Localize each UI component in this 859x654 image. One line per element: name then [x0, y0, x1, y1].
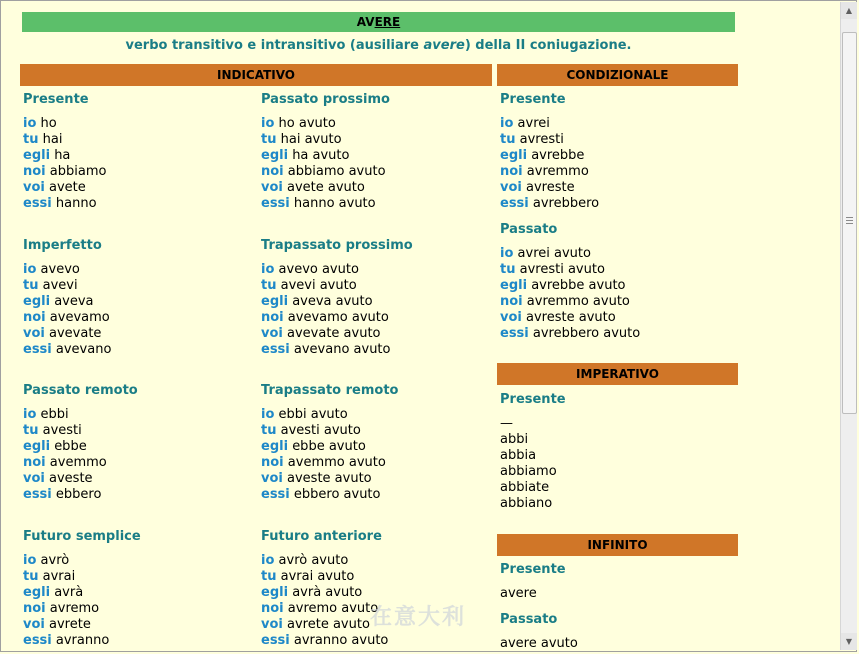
conjugation-row	[261, 407, 386, 423]
section-imperativo: IMPERATIVO	[497, 363, 738, 385]
verb-form: avreste avuto	[526, 310, 616, 325]
conjugation-row	[261, 455, 386, 471]
indicativo-passato-remoto-forms	[23, 407, 107, 503]
conjugation-row	[500, 132, 599, 148]
pronoun: noi	[261, 601, 284, 616]
verb-form: ebbe	[54, 439, 87, 454]
pronoun: tu	[261, 423, 277, 438]
verb-form: hai	[42, 132, 63, 147]
verb-form: ho	[40, 116, 57, 131]
scrollbar-thumb[interactable]	[842, 32, 857, 414]
infinito-presente-value: avere	[500, 586, 537, 601]
verb-form: avremmo	[526, 164, 589, 179]
imperativo-presente-label: Presente	[500, 392, 566, 407]
conjugation-row	[500, 262, 640, 278]
conjugation-row	[261, 196, 386, 212]
pronoun: voi	[261, 471, 283, 486]
verb-form: abbi	[500, 432, 529, 447]
verb-form: avesti	[42, 423, 82, 438]
verb-form: avevamo avuto	[287, 310, 389, 325]
conjugation-row	[23, 407, 107, 423]
section-condizionale: CONDIZIONALE	[497, 64, 738, 86]
condizionale-presente-forms	[500, 116, 599, 212]
verb-form: avrete	[49, 617, 91, 632]
condizionale-passato-forms	[500, 246, 640, 342]
indicativo-presente-forms	[23, 116, 106, 212]
thumb-grip-line	[846, 217, 853, 218]
verb-form: avete avuto	[287, 180, 365, 195]
conjugation-row	[23, 487, 107, 503]
pronoun: io	[23, 553, 37, 568]
pronoun: io	[23, 262, 37, 277]
pronoun: voi	[261, 180, 283, 195]
conjugation-row	[261, 569, 388, 585]
thumb-grip-line	[846, 223, 853, 224]
verb-form: —	[500, 416, 513, 431]
infinito-passato-value: avere avuto	[500, 636, 578, 651]
pronoun: tu	[23, 132, 39, 147]
verb-form: avevano avuto	[293, 342, 391, 357]
conjugation-row	[23, 278, 111, 294]
section-infinito: INFINITO	[497, 534, 738, 556]
indicativo-trapassato-remoto-label: Trapassato remoto	[261, 383, 399, 398]
pronoun: tu	[23, 278, 39, 293]
pronoun: noi	[500, 164, 523, 179]
verb-form: avevi avuto	[280, 278, 357, 293]
verb-form: avevo avuto	[278, 262, 359, 277]
verb-form: avevate	[49, 326, 102, 341]
pronoun: egli	[23, 294, 51, 309]
conjugation-row	[261, 439, 386, 455]
pronoun: essi	[261, 487, 290, 502]
pronoun: essi	[23, 487, 52, 502]
pronoun: egli	[261, 294, 289, 309]
conjugation-row	[500, 196, 599, 212]
verb-form: avresti	[519, 132, 564, 147]
condizionale-passato-label: Passato	[500, 222, 558, 237]
indicativo-trapassato-prossimo-forms	[261, 262, 390, 358]
verb-form: avrò	[40, 553, 70, 568]
pronoun: egli	[500, 148, 528, 163]
imperativo-presente-forms	[500, 416, 557, 512]
pronoun: io	[261, 262, 275, 277]
verb-form: ebbi	[40, 407, 69, 422]
conjugation-row	[23, 342, 111, 358]
pronoun: io	[500, 246, 514, 261]
indicativo-trapassato-prossimo-label: Trapassato prossimo	[261, 238, 413, 253]
verb-title: AVERE	[22, 12, 735, 32]
conjugation-row	[23, 180, 106, 196]
verb-form: abbiano	[500, 496, 553, 511]
verb-form: avevi	[42, 278, 78, 293]
verb-form: abbia	[500, 448, 537, 463]
conjugation-row	[23, 423, 107, 439]
conjugation-row	[23, 569, 109, 585]
conjugation-row	[261, 180, 386, 196]
verb-form: hai avuto	[280, 132, 342, 147]
infinito-passato-label: Passato	[500, 612, 558, 627]
verb-form: avemmo	[49, 455, 107, 470]
pronoun: tu	[261, 132, 277, 147]
verb-form: abbiate	[500, 480, 550, 495]
conjugation-row	[261, 116, 386, 132]
verb-form: hanno avuto	[293, 196, 376, 211]
conjugation-row	[23, 471, 107, 487]
pronoun: egli	[23, 148, 51, 163]
pronoun: egli	[23, 439, 51, 454]
verb-form: aveva avuto	[292, 294, 373, 309]
pronoun: essi	[261, 196, 290, 211]
conjugation-row	[23, 196, 106, 212]
verb-form: avresti avuto	[519, 262, 605, 277]
conjugation-row	[500, 448, 557, 464]
scroll-down-arrow-icon[interactable]: ▼	[841, 633, 857, 650]
pronoun: noi	[500, 294, 523, 309]
conjugation-row	[23, 633, 109, 649]
verb-form: avrebbe avuto	[531, 278, 626, 293]
conjugation-row	[23, 553, 109, 569]
conjugation-row	[261, 294, 390, 310]
thumb-grip-line	[846, 220, 853, 221]
scroll-up-arrow-icon[interactable]: ▲	[841, 2, 857, 19]
pronoun: egli	[500, 278, 528, 293]
condizionale-presente-label: Presente	[500, 92, 566, 107]
conjugation-row	[261, 487, 386, 503]
conjugation-row	[261, 326, 390, 342]
pronoun: noi	[23, 601, 46, 616]
pronoun: io	[261, 407, 275, 422]
conjugation-row	[500, 246, 640, 262]
pronoun: egli	[261, 148, 289, 163]
pronoun: io	[261, 553, 275, 568]
verb-form: hanno	[55, 196, 97, 211]
verb-form: avrete avuto	[287, 617, 370, 632]
verb-form: avranno avuto	[293, 633, 389, 648]
pronoun: essi	[261, 633, 290, 648]
verb-form: aveva	[54, 294, 94, 309]
verb-form: avevo	[40, 262, 80, 277]
conjugation-row	[500, 496, 557, 512]
verb-form: aveste	[49, 471, 93, 486]
pronoun: voi	[500, 180, 522, 195]
verb-description: verbo transitivo e intransitivo (ausiliare avere) della II coniugazione.	[125, 38, 632, 53]
pronoun: io	[23, 116, 37, 131]
conjugation-row	[261, 164, 386, 180]
conjugation-row	[500, 180, 599, 196]
verb-form: avemmo avuto	[287, 455, 386, 470]
verb-form: avevamo	[49, 310, 110, 325]
pronoun: noi	[23, 455, 46, 470]
verb-form: avrebbero avuto	[532, 326, 641, 341]
pronoun: voi	[261, 617, 283, 632]
conjugation-row	[500, 294, 640, 310]
indicativo-trapassato-remoto-forms	[261, 407, 386, 503]
pronoun: voi	[261, 326, 283, 341]
pronoun: voi	[23, 471, 45, 486]
pronoun: egli	[261, 439, 289, 454]
conjugation-row	[500, 278, 640, 294]
indicativo-passato-prossimo-forms	[261, 116, 386, 212]
conjugation-row	[261, 148, 386, 164]
verb-form: avremmo avuto	[526, 294, 630, 309]
conjugation-row	[23, 310, 111, 326]
indicativo-futuro-anteriore-label: Futuro anteriore	[261, 529, 382, 544]
pronoun: io	[23, 407, 37, 422]
verb-form: avrà avuto	[292, 585, 363, 600]
pronoun: noi	[261, 455, 284, 470]
section-indicativo: INDICATIVO	[20, 64, 492, 86]
conjugation-row	[23, 294, 111, 310]
verb-form: avremo avuto	[287, 601, 379, 616]
pronoun: essi	[500, 196, 529, 211]
pronoun: essi	[23, 342, 52, 357]
conjugation-row	[500, 116, 599, 132]
pronoun: noi	[23, 310, 46, 325]
verb-form: ha avuto	[292, 148, 350, 163]
verb-form: abbiamo	[49, 164, 107, 179]
pronoun: voi	[23, 617, 45, 632]
pronoun: essi	[500, 326, 529, 341]
verb-form: avremo	[49, 601, 100, 616]
conjugation-row	[500, 326, 640, 342]
conjugation-row	[23, 116, 106, 132]
conjugation-row	[500, 416, 557, 432]
conjugation-row	[261, 553, 388, 569]
indicativo-imperfetto-label: Imperfetto	[23, 238, 102, 253]
indicativo-passato-prossimo-label: Passato prossimo	[261, 92, 390, 107]
verb-form: avrò avuto	[278, 553, 349, 568]
pronoun: noi	[261, 164, 284, 179]
pronoun: tu	[500, 132, 516, 147]
pronoun: tu	[261, 278, 277, 293]
conjugation-row	[500, 310, 640, 326]
conjugation-row	[23, 326, 111, 342]
pronoun: essi	[23, 633, 52, 648]
verb-form: ebbero avuto	[293, 487, 381, 502]
verb-form: abbiamo	[500, 464, 557, 479]
verb-form: avrebbero	[532, 196, 600, 211]
conjugation-row	[23, 164, 106, 180]
conjugation-row	[23, 132, 106, 148]
verb-form: avreste	[526, 180, 575, 195]
verb-form: avrei avuto	[517, 246, 591, 261]
verb-form: ebbero	[55, 487, 102, 502]
conjugation-row	[23, 439, 107, 455]
indicativo-passato-remoto-label: Passato remoto	[23, 383, 138, 398]
conjugation-row	[23, 585, 109, 601]
watermark-logo: 在意大利	[370, 605, 467, 630]
conjugation-row	[261, 342, 390, 358]
verb-form: avrei	[517, 116, 550, 131]
pronoun: egli	[23, 585, 51, 600]
verb-form: ebbe avuto	[292, 439, 366, 454]
indicativo-imperfetto-forms	[23, 262, 111, 358]
conjugation-row	[261, 585, 388, 601]
pronoun: io	[261, 116, 275, 131]
vertical-scrollbar[interactable]	[840, 2, 857, 650]
verb-form: avrebbe	[531, 148, 585, 163]
pronoun: tu	[23, 423, 39, 438]
conjugation-row	[261, 262, 390, 278]
conjugation-row	[261, 278, 390, 294]
verb-form: avevano	[55, 342, 112, 357]
infinito-presente-label: Presente	[500, 562, 566, 577]
verb-form: ho avuto	[278, 116, 336, 131]
verb-form: avrà	[54, 585, 84, 600]
conjugation-row	[261, 132, 386, 148]
conjugation-row	[23, 455, 107, 471]
pronoun: tu	[23, 569, 39, 584]
verb-form: avete	[49, 180, 86, 195]
verb-form: avranno	[55, 633, 110, 648]
pronoun: essi	[261, 342, 290, 357]
pronoun: essi	[23, 196, 52, 211]
conjugation-row	[500, 480, 557, 496]
pronoun: egli	[261, 585, 289, 600]
conjugation-row	[261, 471, 386, 487]
indicativo-presente-label: Presente	[23, 92, 89, 107]
verb-form: avrai avuto	[280, 569, 355, 584]
conjugation-row	[23, 617, 109, 633]
verb-form: aveste avuto	[287, 471, 372, 486]
conjugation-row	[500, 432, 557, 448]
verb-form: ebbi avuto	[278, 407, 348, 422]
verb-form: abbiamo avuto	[287, 164, 386, 179]
pronoun: voi	[500, 310, 522, 325]
indicativo-futuro-semplice-label: Futuro semplice	[23, 529, 141, 544]
conjugation-row	[261, 310, 390, 326]
verb-form: avrai	[42, 569, 76, 584]
indicativo-futuro-semplice-forms	[23, 553, 109, 649]
pronoun: io	[500, 116, 514, 131]
conjugation-row	[23, 148, 106, 164]
conjugation-row	[500, 464, 557, 480]
conjugation-row	[23, 262, 111, 278]
pronoun: noi	[261, 310, 284, 325]
conjugation-row	[261, 633, 388, 649]
conjugation-row	[261, 423, 386, 439]
conjugation-row	[23, 601, 109, 617]
pronoun: voi	[23, 180, 45, 195]
pronoun: tu	[500, 262, 516, 277]
verb-form: ha	[54, 148, 71, 163]
conjugation-row	[500, 148, 599, 164]
verb-form: avesti avuto	[280, 423, 361, 438]
verb-form: avevate avuto	[287, 326, 381, 341]
pronoun: tu	[261, 569, 277, 584]
conjugation-row	[500, 164, 599, 180]
pronoun: noi	[23, 164, 46, 179]
pronoun: voi	[23, 326, 45, 341]
